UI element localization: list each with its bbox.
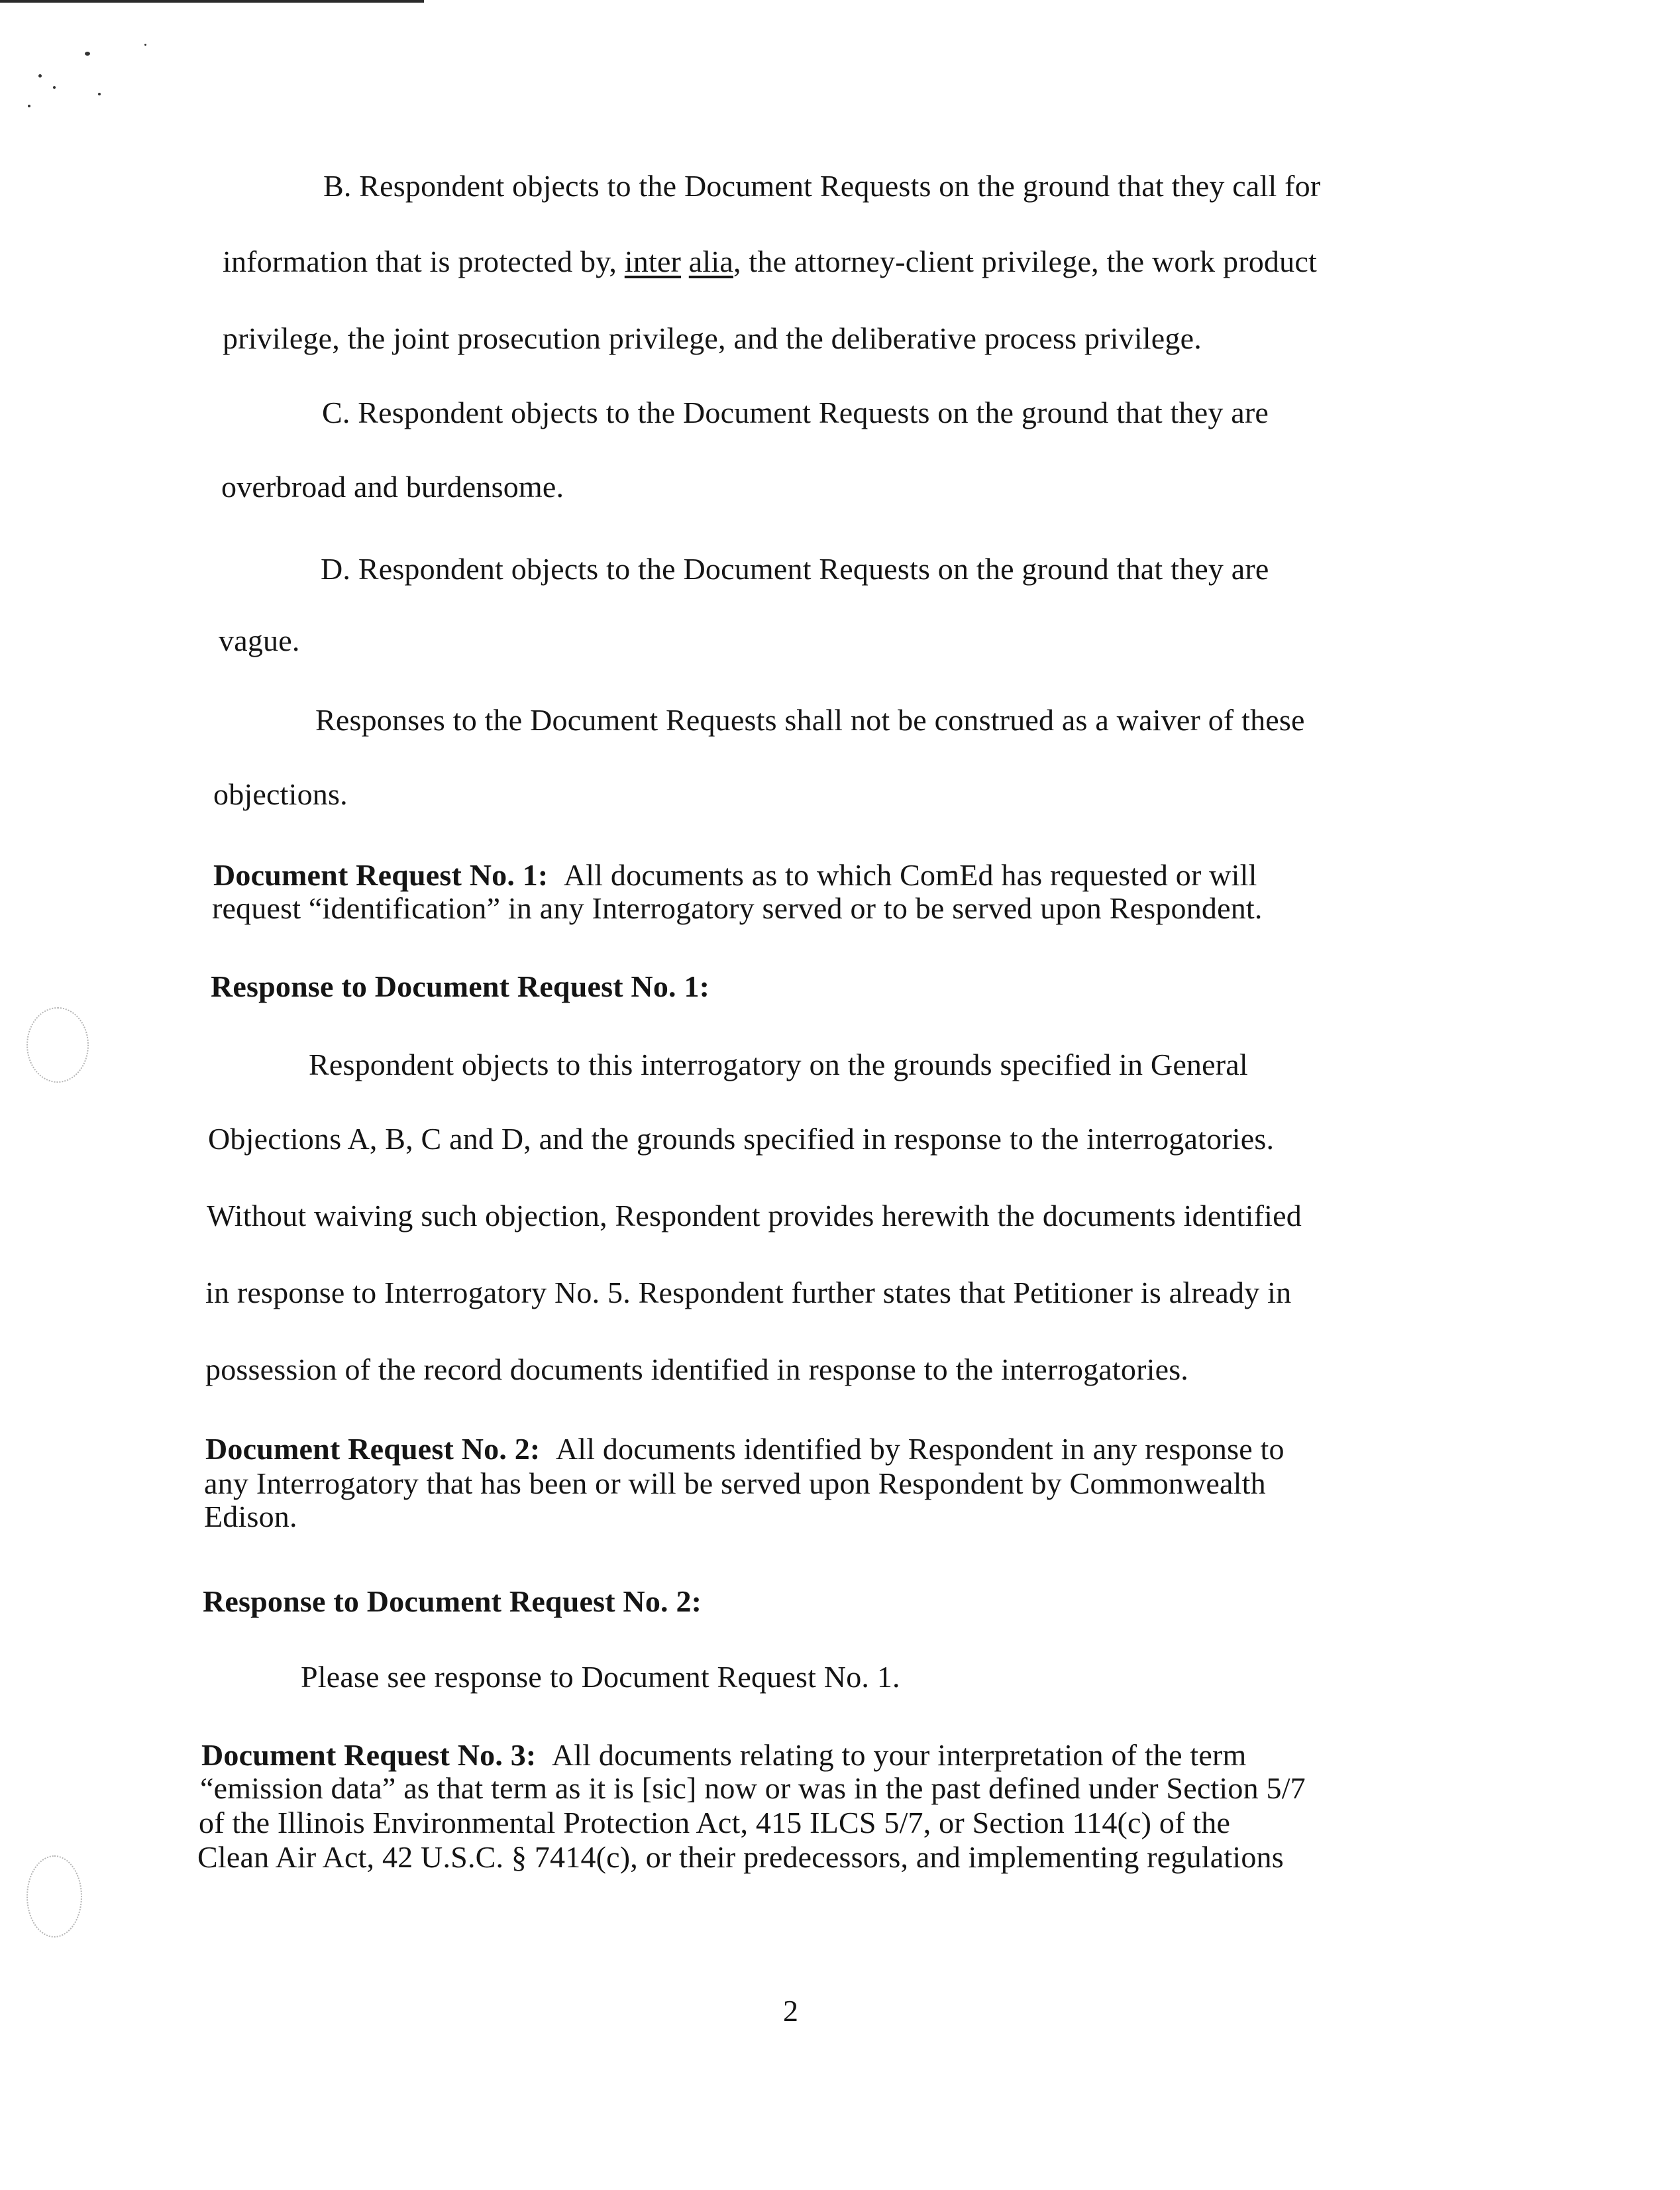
request-3-text: All documents relating to your interpretation of the term [551,1738,1247,1772]
punch-hole-mark [26,1007,89,1083]
scan-edge-line [0,0,424,3]
inter-term: inter [624,245,682,278]
request-1-text: All documents as to which ComEd has requested or will [563,858,1257,892]
waiver-line-1: Responses to the Document Requests shall not be construed as a waiver of these [315,703,1305,737]
request-2-text: All documents identified by Respondent in any response to [555,1432,1285,1466]
response-2-line-1: Please see response to Document Request No. 1. [301,1660,900,1694]
response-1-line-5: possession of the record documents identified in response to the interrogatories. [205,1352,1188,1386]
scan-speck [38,74,42,78]
request-2-line-1 [205,1434,1285,1464]
request-3-line-2: “emission data” as that term as it is [sic] now or was in the past defined under Section 5/7 [200,1771,1306,1805]
response-1-line-2: Objections A, B, C and D, and the grounds specified in response to the interrogatories. [208,1122,1275,1156]
objection-c-line-1: C. Respondent objects to the Document Requests on the ground that they are [322,396,1269,429]
objection-b-line-2 [223,246,1317,277]
request-2-line-3: Edison. [204,1500,297,1533]
scan-speck [98,93,101,95]
scan-speck [53,86,56,89]
punch-hole-mark [26,1855,82,1938]
scan-speck [144,44,146,46]
response-1-line-3: Without waiving such objection, Respondent provides herewith the documents identified [207,1199,1302,1232]
request-3-line-3: of the Illinois Environmental Protection Act, 415 ILCS 5/7, or Section 114(c) of the [199,1806,1231,1839]
request-1-line-1 [213,860,1257,891]
waiver-line-2: objections. [213,777,348,811]
response-1-line-4: in response to Interrogatory No. 5. Respondent further states that Petitioner is already in [205,1276,1292,1309]
request-1-line-2: request “identification” in any Interrogatory served or to be served upon Respondent. [212,891,1263,925]
request-3-line-1 [201,1740,1247,1771]
request-3-label: Document Request No. 3: [201,1738,537,1772]
page-number: 2 [783,1994,798,2028]
objection-d-line-1: D. Respondent objects to the Document Requests on the ground that they are [321,552,1269,586]
request-1-label: Document Request No. 1: [213,858,549,892]
response-1-line-1: Respondent objects to this interrogatory on the grounds specified in General [309,1048,1248,1081]
objection-d-line-2: vague. [219,624,300,657]
request-2-line-2: any Interrogatory that has been or will be served upon Respondent by Commonwealth [204,1466,1266,1500]
objection-b-line-2-start: information that is protected by, [223,245,625,278]
request-3-line-4: Clean Air Act, 42 U.S.C. § 7414(c), or their predecessors, and implementing regulations [197,1840,1284,1874]
objection-b-line-2-end: , the attorney-client privilege, the work product [733,245,1317,278]
request-2-label: Document Request No. 2: [205,1432,541,1466]
objection-c-line-2: overbroad and burdensome. [221,470,564,504]
objection-b-line-1: B. Respondent objects to the Document Requests on the ground that they call for [323,169,1321,203]
scan-speck [85,52,90,56]
alia-term: alia [688,245,733,278]
objection-b-line-3: privilege, the joint prosecution privilege, and the deliberative process privilege. [223,321,1202,355]
response-2-heading: Response to Document Request No. 2: [203,1584,702,1618]
response-1-heading: Response to Document Request No. 1: [211,969,710,1003]
scan-speck [28,105,30,107]
